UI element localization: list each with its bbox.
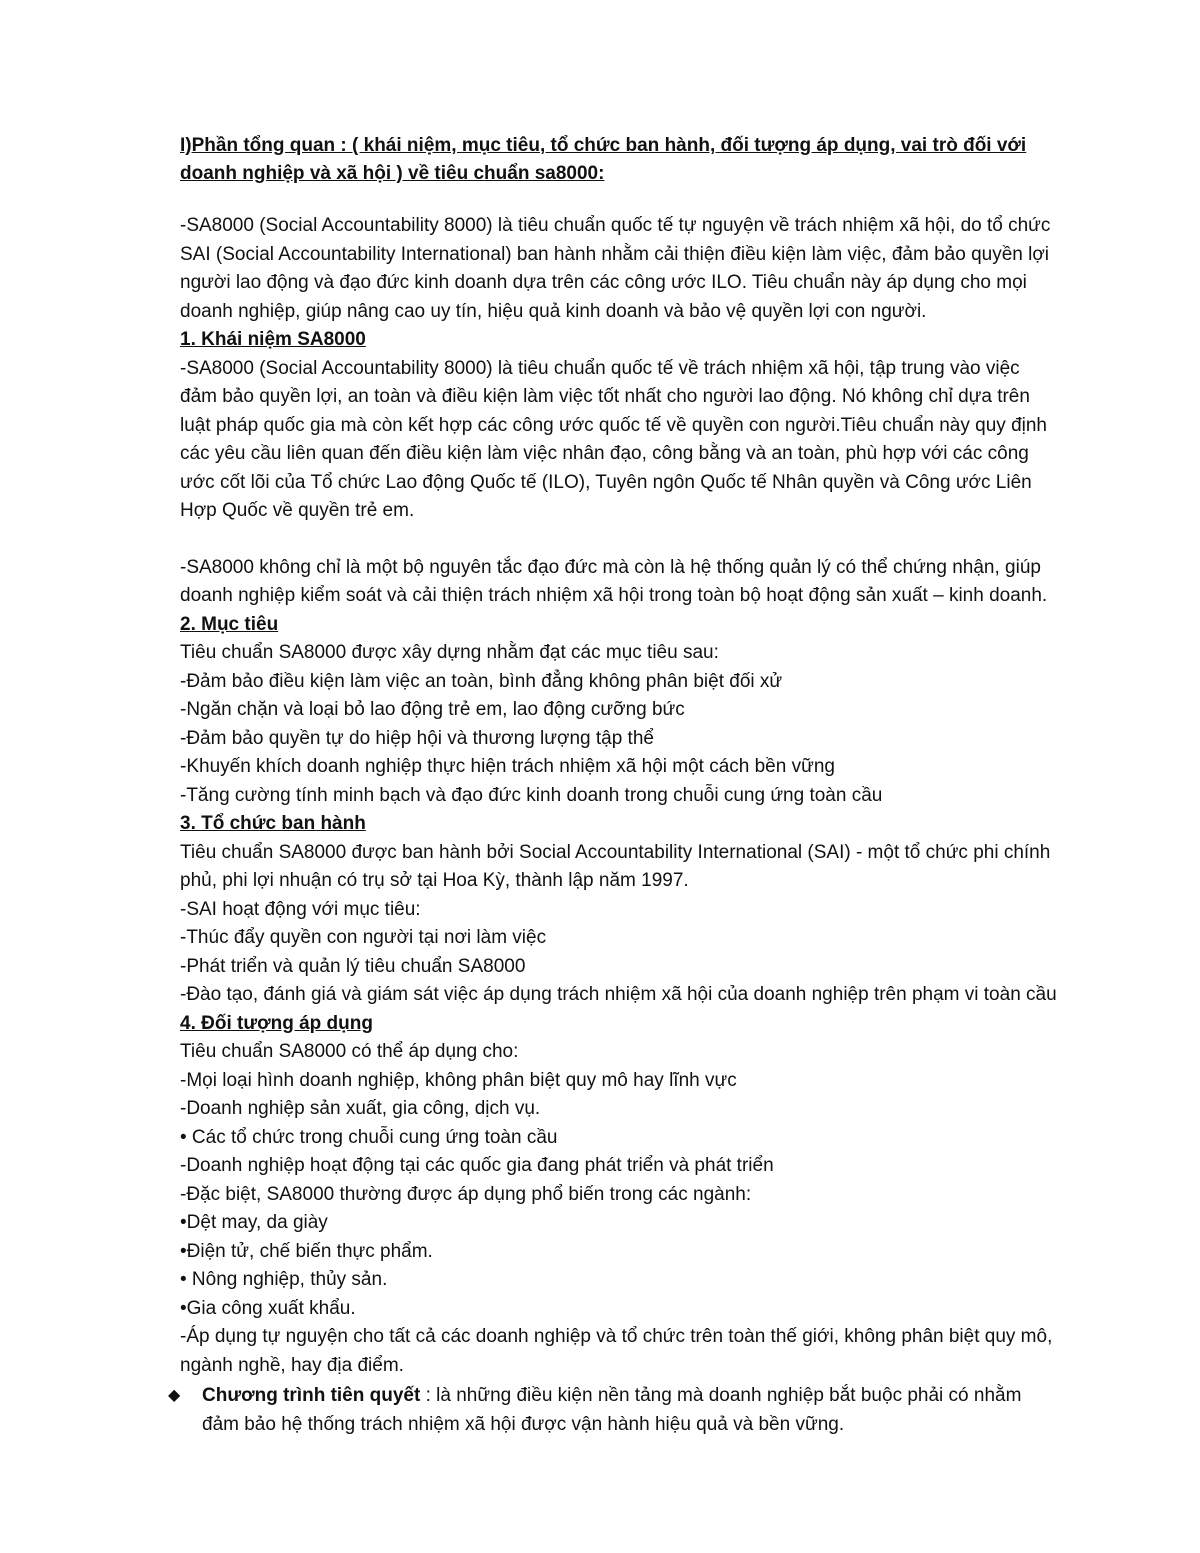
section-2-line: -Đảm bảo quyền tự do hiệp hội và thương lượng tập thể [180,727,654,749]
section-4-line: • Các tổ chức trong chuỗi cung ứng toàn cầu [180,1126,558,1148]
section-2-list [180,639,1060,810]
section-2-line: -Đảm bảo điều kiện làm việc an toàn, bình đẳng không phân biệt đối xử [180,670,783,692]
prerequisite-program-text: : là những điều kiện nền tảng mà doanh nghiệp bắt buộc phải có nhằm đảm bảo hệ thống trách nhiệm xã hội được vận hành hiệu quả và bền vững. [202,1385,1022,1435]
section-4-line: -Doanh nghiệp hoạt động tại các quốc gia đang phát triển và phát triển [180,1155,774,1176]
section-3-heading: 3. Tổ chức ban hành [180,813,366,834]
section-2-line: Tiêu chuẩn SA8000 được xây dựng nhằm đạt các mục tiêu sau: [180,642,719,663]
section-4-line: • Nông nghiệp, thủy sản. [180,1269,388,1290]
section-3-line: -Phát triển và quản lý tiêu chuẩn SA8000 [180,955,526,977]
section-4-line: -Doanh nghiệp sản xuất, gia công, dịch vụ. [180,1098,541,1119]
section-2-heading: 2. Mục tiêu [180,613,279,635]
prerequisite-program-term: Chương trình tiên quyết [202,1385,421,1406]
section-1-paragraph-1: -SA8000 (Social Accountability 8000) là tiêu chuẩn quốc tế về trách nhiệm xã hội, tập trung vào việc đảm bảo quyền lợi, an toàn và điều kiện làm việc tốt nhất cho người lao động. Nó không chỉ dựa trên luật pháp quốc gia mà còn kết hợp các công ước quốc tế về quyền con người.Tiêu chuẩn này quy định các yêu cầu liên quan đến điều kiện làm việc nhân đạo, công bằng và an toàn, phù hợp với các công ước cốt lõi của Tổ chức Lao động Quốc tế (ILO), Tuyên ngôn Quốc tế Nhân quyền và Công ước Liên Hợp Quốc về quyền trẻ em. [180,357,1047,521]
intro-paragraph: -SA8000 (Social Accountability 8000) là tiêu chuẩn quốc tế tự nguyện về trách nhiệm xã hội, do tổ chức SAI (Social Accountability International) ban hành nhằm cải thiện điều kiện làm việc, đảm bảo quyền lợi người lao động và đạo đức kinh doanh dựa trên các công ước ILO. Tiêu chuẩn này áp dụng cho mọi doanh nghiệp, giúp nâng cao uy tín, hiệu quả kinh doanh và bảo vệ quyền lợi con người. [180,215,1051,322]
section-3-line: -Đào tạo, đánh giá và giám sát việc áp dụng trách nhiệm xã hội của doanh nghiệp trên phạm vi toàn cầu [180,984,1057,1005]
section-3-line: -Thúc đẩy quyền con người tại nơi làm việc [180,927,547,948]
section-4-heading: 4. Đối tượng áp dụng [180,1012,373,1034]
section-4-list [180,1038,1060,1380]
paragraph-spacer [180,526,1060,554]
section-3-list [180,839,1060,1010]
section-3-line: -SAI hoạt động với mục tiêu: [180,898,421,920]
section-4-line: •Dệt may, da giày [180,1212,328,1233]
section-1-paragraph-2: -SA8000 không chỉ là một bộ nguyên tắc đạo đức mà còn là hệ thống quản lý có thể chứng nhận, giúp doanh nghiệp kiểm soát và cải thiện trách nhiệm xã hội trong toàn bộ hoạt động sản xuất – kinh doanh. [180,556,1048,606]
section-4-line: •Gia công xuất khẩu. [180,1297,356,1319]
document-title: I)Phần tổng quan : ( khái niệm, mục tiêu, tổ chức ban hành, đối tượng áp dụng, vai trò đối với doanh nghiệp và xã hội ) về tiêu chuẩn sa8000: [180,135,1027,184]
section-4-line: •Điện tử, chế biến thực phẩm. [180,1240,433,1262]
prerequisite-program-item [168,1382,1060,1439]
section-4-line: -Đặc biệt, SA8000 thường được áp dụng phổ biến trong các ngành: [180,1183,752,1205]
section-3-line: Tiêu chuẩn SA8000 được ban hành bởi Social Accountability International (SAI) - một tổ chức phi chính phủ, phi lợi nhuận có trụ sở tại Hoa Kỳ, thành lập năm 1997. [180,841,1051,891]
section-2-line: -Tăng cường tính minh bạch và đạo đức kinh doanh trong chuỗi cung ứng toàn cầu [180,784,883,806]
section-1-heading: 1. Khái niệm SA8000 [180,329,366,350]
diamond-bullet-icon: ◆ [168,1387,181,1404]
section-2-line: -Ngăn chặn và loại bỏ lao động trẻ em, lao động cưỡng bức [180,699,685,720]
section-4-line: -Mọi loại hình doanh nghiệp, không phân biệt quy mô hay lĩnh vực [180,1069,737,1091]
section-2-line: -Khuyến khích doanh nghiệp thực hiện trách nhiệm xã hội một cách bền vững [180,756,835,777]
document-page [168,132,1060,1439]
section-4-line: -Áp dụng tự nguyện cho tất cả các doanh nghiệp và tổ chức trên toàn thế giới, không phân biệt quy mô, ngành nghề, hay địa điểm. [180,1326,1053,1376]
section-4-line: Tiêu chuẩn SA8000 có thể áp dụng cho: [180,1041,519,1062]
